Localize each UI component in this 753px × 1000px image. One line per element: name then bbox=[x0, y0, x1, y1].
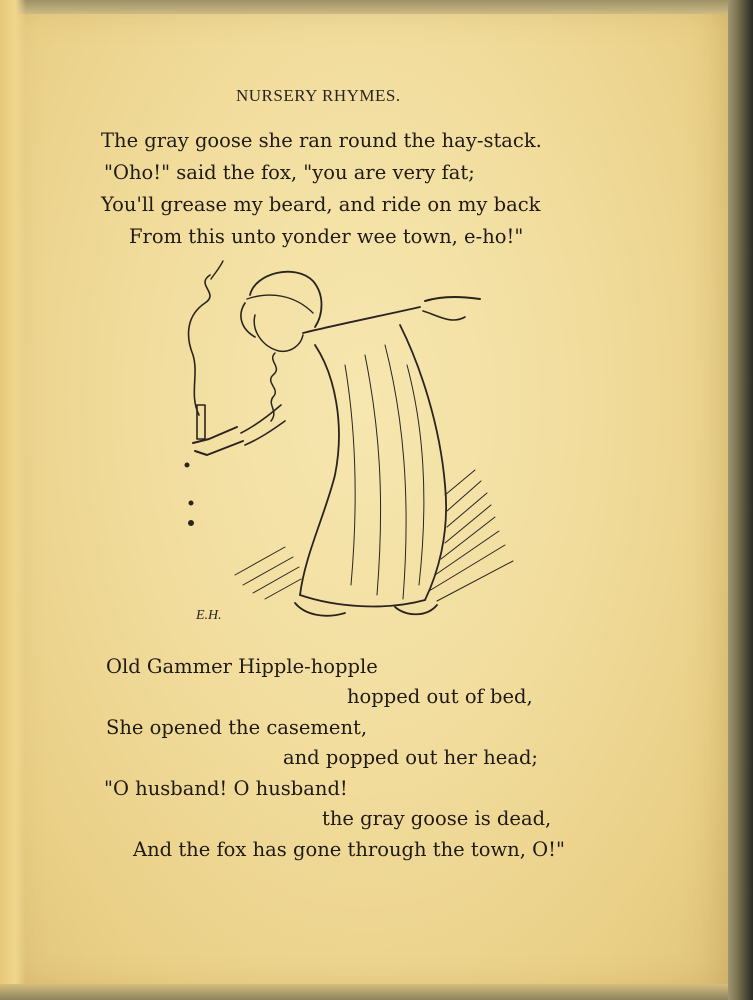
verse-line: and popped out her head; bbox=[283, 746, 539, 769]
verse-line: Old Gammer Hipple-hopple bbox=[106, 655, 378, 678]
verse-line: hopped out of bed, bbox=[347, 685, 533, 708]
page-top-edge bbox=[0, 0, 728, 14]
gammer-illustration bbox=[175, 255, 525, 630]
page-bottom-edge bbox=[0, 984, 728, 1000]
verse-line: The gray goose she ran round the hay-stack. bbox=[101, 129, 542, 152]
verse-line: And the fox has gone through the town, O!" bbox=[133, 838, 565, 861]
verse-line: You'll grease my beard, and ride on my back bbox=[101, 193, 541, 216]
verse-line: "O husband! O husband! bbox=[104, 777, 348, 800]
page-gutter bbox=[0, 0, 26, 1000]
verse-line: the gray goose is dead, bbox=[322, 807, 552, 830]
verse-line: "Oho!" said the fox, "you are very fat; bbox=[104, 161, 475, 184]
verse-line: From this unto yonder wee town, e-ho!" bbox=[129, 225, 524, 248]
old-woman-with-candle-drawing bbox=[175, 255, 525, 630]
running-head: NURSERY RHYMES. bbox=[236, 86, 401, 105]
illustrator-signature: E.H. bbox=[196, 608, 222, 623]
verse-line: She opened the casement, bbox=[106, 716, 368, 739]
